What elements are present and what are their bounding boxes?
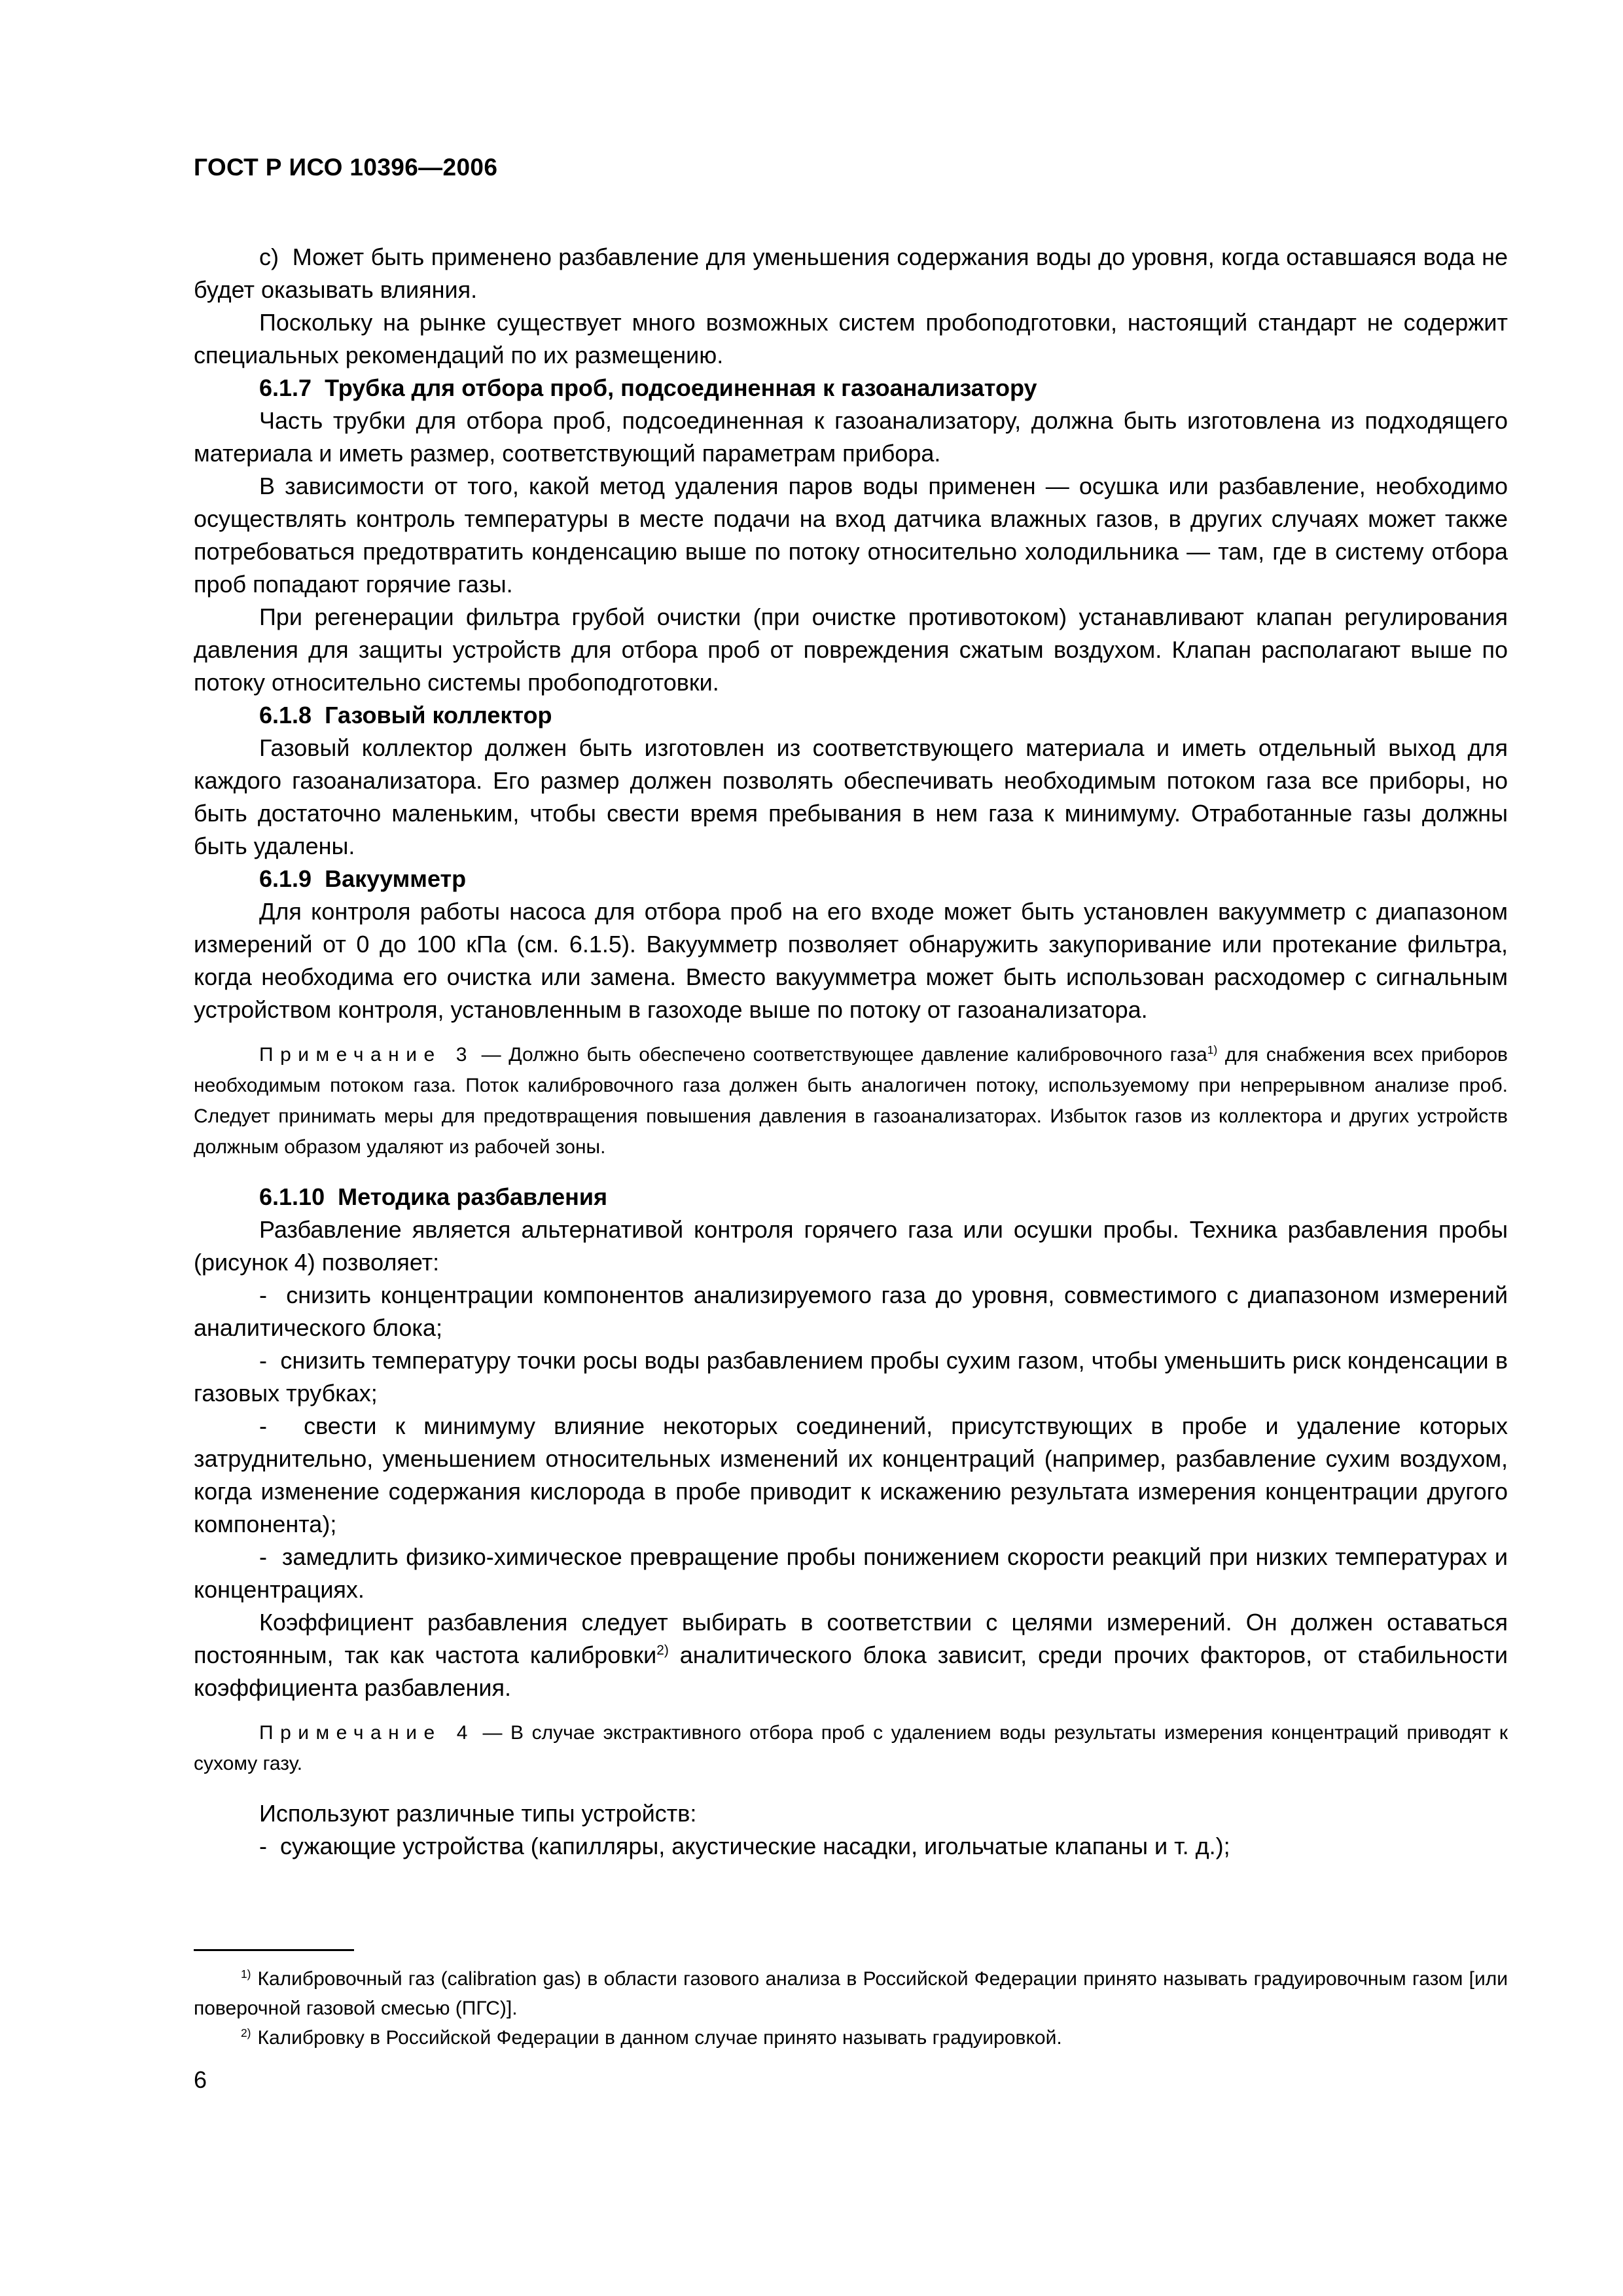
- text-segment: — В случае экстрактивного отбора проб с удалением воды результаты измерения концентраций приводят к сухому газу.: [194, 1722, 1508, 1774]
- body-paragraph: Поскольку на рынке существует много возможных систем пробоподготовки, настоящий стандарт не содержит специальных рекомендаций по их размещению.: [194, 309, 1508, 368]
- list-item-paragraph: - снизить концентрации компонентов анализируемого газа до уровня, совместимого с диапазоном измерений аналитического блока;: [194, 1282, 1508, 1341]
- note-4-paragraph: [194, 1717, 1508, 1779]
- footnote-item: [194, 2023, 1508, 2053]
- footnotes-section: [194, 1949, 1508, 2053]
- heading-6-1-8: 6.1.8 Газовый коллектор: [259, 702, 552, 728]
- footnote-marker-2: 2): [241, 2026, 251, 2039]
- body-paragraph: При регенерации фильтра грубой очистки (при очистке противотоком) устанавливают клапан регулирования давления для защиты устройств для отбора проб от повреждения сжатым воздухом. Клапан располагают выше по потоку относительно системы пробоподготовки.: [194, 603, 1508, 696]
- footnote-ref-1-icon: 1): [1207, 1043, 1218, 1056]
- footnote-separator-rule: [194, 1949, 354, 1951]
- footnote-ref-2-icon: 2): [656, 1643, 669, 1658]
- heading-6-1-7: 6.1.7 Трубка для отбора проб, подсоединенная к газоанализатору: [259, 374, 1037, 401]
- text-segment: Коэффициент разбавления следует выбирать в соответствии с целями измерений. Он должен оставаться постоянным, так как частота калибровки: [194, 1609, 1508, 1668]
- list-item-paragraph: - сужающие устройства (капилляры, акустические насадки, игольчатые клапаны и т. д.);: [259, 1833, 1230, 1859]
- heading-6-1-9: 6.1.9 Вакуумметр: [259, 865, 467, 892]
- footnote-item: [194, 1964, 1508, 2023]
- note-label: Примечание 4: [259, 1722, 474, 1744]
- list-item-paragraph: - свести к минимуму влияние некоторых соединений, присутствующих в пробе и удаление которых затруднительно, уменьшением относительных изменений их концентраций (например, разбавление сухим воздухом, когда изменение содержания кислорода в пробе приводит к искажению результата измерения концентрации другого компонента);: [194, 1412, 1508, 1537]
- standard-number: ГОСТ Р ИСО 10396—2006: [194, 154, 498, 181]
- note-label: Примечание 3: [259, 1044, 474, 1066]
- body-paragraph: Используют различные типы устройств:: [259, 1800, 697, 1827]
- body-paragraph: В зависимости от того, какой метод удаления паров воды применен — осушка или разбавление, необходимо осуществлять контроль температуры в месте подачи на вход датчика влажных газов, в других случаях может также потребоваться предотвратить конденсацию выше по потоку относительно холодильника — там, где в систему отбора проб попадают горячие газы.: [194, 473, 1508, 598]
- footnote-text: Калибровочный газ (calibration gas) в области газового анализа в Российской Федерации принято называть градуировочным газом [или поверочной газовой смесью (ПГС)].: [194, 1968, 1508, 2019]
- heading-6-1-10: 6.1.10 Методика разбавления: [259, 1183, 607, 1210]
- body-paragraph-c-item: с) Может быть применено разбавление для уменьшения содержания воды до уровня, когда оставшаяся вода не будет оказывать влияния.: [194, 243, 1508, 303]
- text-segment: для снабжения всех приборов необходимым потоком газа. Поток калибровочного газа должен быть аналогичен потоку, используемому при непрерывном анализе проб. Следует принимать меры для предотвращения повышения давления в газоанализаторах. Избыток газов из коллектора и других устройств должным образом удаляют из рабочей зоны.: [194, 1044, 1508, 1158]
- body-paragraph: Часть трубки для отбора проб, подсоединенная к газоанализатору, должна быть изготовлена из подходящего материала и иметь размер, соответствующий параметрам прибора.: [194, 407, 1508, 467]
- page-number: 6: [194, 2066, 207, 2093]
- doc-header: [194, 154, 497, 181]
- list-item-paragraph: - замедлить физико-химическое превращение пробы понижением скорости реакций при низких температурах и концентрациях.: [194, 1543, 1508, 1603]
- footnote-marker-1: 1): [241, 1967, 251, 1981]
- note-3-paragraph: [194, 1039, 1508, 1162]
- doc-body: [194, 241, 1508, 1863]
- body-paragraph: Разбавление является альтернативой контроля горячего газа или осушки пробы. Техника разбавления пробы (рисунок 4) позволяет:: [194, 1216, 1508, 1276]
- text-segment: — Должно быть обеспечено соответствующее давление калибровочного газа: [473, 1044, 1207, 1066]
- text-segment: аналитического блока зависит, среди прочих факторов, от стабильности коэффициента разбавления.: [194, 1641, 1508, 1701]
- body-paragraph: Для контроля работы насоса для отбора проб на его входе может быть установлен вакуумметр с диапазоном измерений от 0 до 100 кПа (см. 6.1.5). Вакуумметр позволяет обнаружить закупоривание или протекание фильтра, когда необходима его очистка или замена. Вместо вакуумметра может быть использован расходомер с сигнальным устройством контроля, установленным в газоходе выше по потоку от газоанализатора.: [194, 898, 1508, 1023]
- body-paragraph: [194, 1606, 1508, 1704]
- footnote-text: Калибровку в Российской Федерации в данном случае принято называть градуировкой.: [257, 2027, 1062, 2049]
- body-paragraph: Газовый коллектор должен быть изготовлен из соответствующего материала и иметь отдельный выход для каждого газоанализатора. Его размер должен позволять обеспечивать необходимым потоком газа все приборы, но быть достаточно маленьким, чтобы свести время пребывания в нем газа к минимуму. Отработанные газы должны быть удалены.: [194, 734, 1508, 859]
- list-item-paragraph: - снизить температуру точки росы воды разбавлением пробы сухим газом, чтобы уменьшить риск конденсации в газовых трубках;: [194, 1347, 1508, 1407]
